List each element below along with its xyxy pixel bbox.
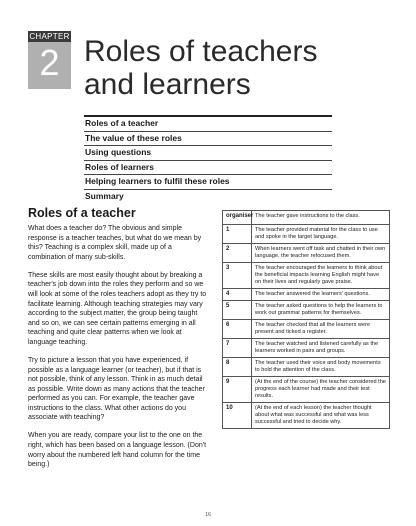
- chapter-title-line-2: and learners: [84, 68, 251, 101]
- row-number: 9: [223, 377, 252, 403]
- chapter-number: 2: [39, 42, 60, 83]
- table-row: [223, 377, 390, 403]
- teacher-actions-table: [222, 210, 390, 429]
- row-text: The teacher checked that all the learners were present and ticked a register.: [252, 320, 390, 339]
- row-text: The teacher provided material for the class to use and spoke in the target language.: [252, 225, 390, 244]
- table-row: [223, 263, 390, 289]
- row-text: The teacher encouraged the learners to think about the beneficial impacts learning English might have on their lives and regularly gave praise.: [252, 263, 390, 289]
- table-row: [223, 289, 390, 301]
- page-number: 16: [204, 512, 212, 518]
- row-number: 7: [223, 339, 252, 358]
- row-number: 4: [223, 289, 252, 301]
- body-paragraph: When you are ready, compare your list to the one on the right, which has been based on a language lesson. (Don't worry about the numbered left hand column for the time being.): [28, 432, 207, 469]
- body-text: [28, 224, 208, 478]
- chapter-contents-list: [84, 115, 332, 204]
- row-number: 3: [223, 263, 252, 289]
- row-text: The teacher answered the learners' questions.: [252, 289, 390, 301]
- contents-item: Roles of a teacher: [84, 115, 332, 131]
- row-text: (At the end of each lesson) the teacher thought about what was successful and what was less successful and tried to decide why.: [252, 403, 390, 429]
- row-text: When learners went off task and chatted in their own language, the teacher refocused them.: [252, 244, 390, 263]
- row-text: The teacher watched and listened carefully as the learners worked in pairs and groups.: [252, 339, 390, 358]
- row-number: 2: [223, 244, 252, 263]
- table-row: [223, 244, 390, 263]
- table-row: [223, 358, 390, 377]
- table-header-role: organiser: [223, 211, 252, 225]
- table-header-action: The teacher gave instructions to the class.: [252, 211, 390, 225]
- table-row: [223, 301, 390, 320]
- row-number: 8: [223, 358, 252, 377]
- chapter-title-line-1: Roles of teachers: [84, 35, 318, 68]
- chapter-badge: [28, 31, 71, 89]
- row-text: (At the end of the course) the teacher considered the progress each learner had made and their test results.: [252, 377, 390, 403]
- table-row: [223, 339, 390, 358]
- row-number: 10: [223, 403, 252, 429]
- table-header-row: [223, 211, 390, 225]
- row-number: 1: [223, 225, 252, 244]
- section-heading: Roles of a teacher: [28, 206, 136, 220]
- body-paragraph: These skills are most easily thought about by breaking a teacher's job down into the roles they perform and so we will look at some of the roles teachers adopt as they try to facilitate learning. Although teaching strategies may vary according to the subject matter, the group being taught and so on, we can see certain patterns emerging in all teaching and quite clear patterns when we look at language teaching.: [28, 271, 207, 346]
- contents-item: Using questions: [84, 145, 332, 160]
- table-row: [223, 403, 390, 429]
- contents-item: The value of these roles: [84, 131, 332, 146]
- table-row: [223, 320, 390, 339]
- row-text: The teacher asked questions to help the learners to work out grammar patterns for themselves.: [252, 301, 390, 320]
- contents-item: Roles of learners: [84, 160, 332, 175]
- row-text: The teacher used their voice and body movements to hold the attention of the class.: [252, 358, 390, 377]
- body-paragraph: What does a teacher do? The obvious and simple response is a teacher teaches, but what do we mean by this? Teaching is a complex skill, made up of a combination of many sub-skills.: [28, 225, 202, 261]
- row-number: 6: [223, 320, 252, 339]
- chapter-title: [84, 35, 404, 101]
- row-number: 5: [223, 301, 252, 320]
- table-row: [223, 225, 390, 244]
- chapter-label: CHAPTER: [29, 32, 70, 41]
- contents-item: Summary: [84, 189, 332, 204]
- body-paragraph: Try to picture a lesson that you have experienced, if possible as a language learner (or teacher), but if that is not possible, think of any lesson. Think in as much detail as possible. Write down as many actions that the teacher performed as you can. For example, the teacher gave instructions to the class. What other actions do you associate with teaching?: [28, 356, 205, 422]
- contents-item: Helping learners to fulfil these roles: [84, 174, 332, 189]
